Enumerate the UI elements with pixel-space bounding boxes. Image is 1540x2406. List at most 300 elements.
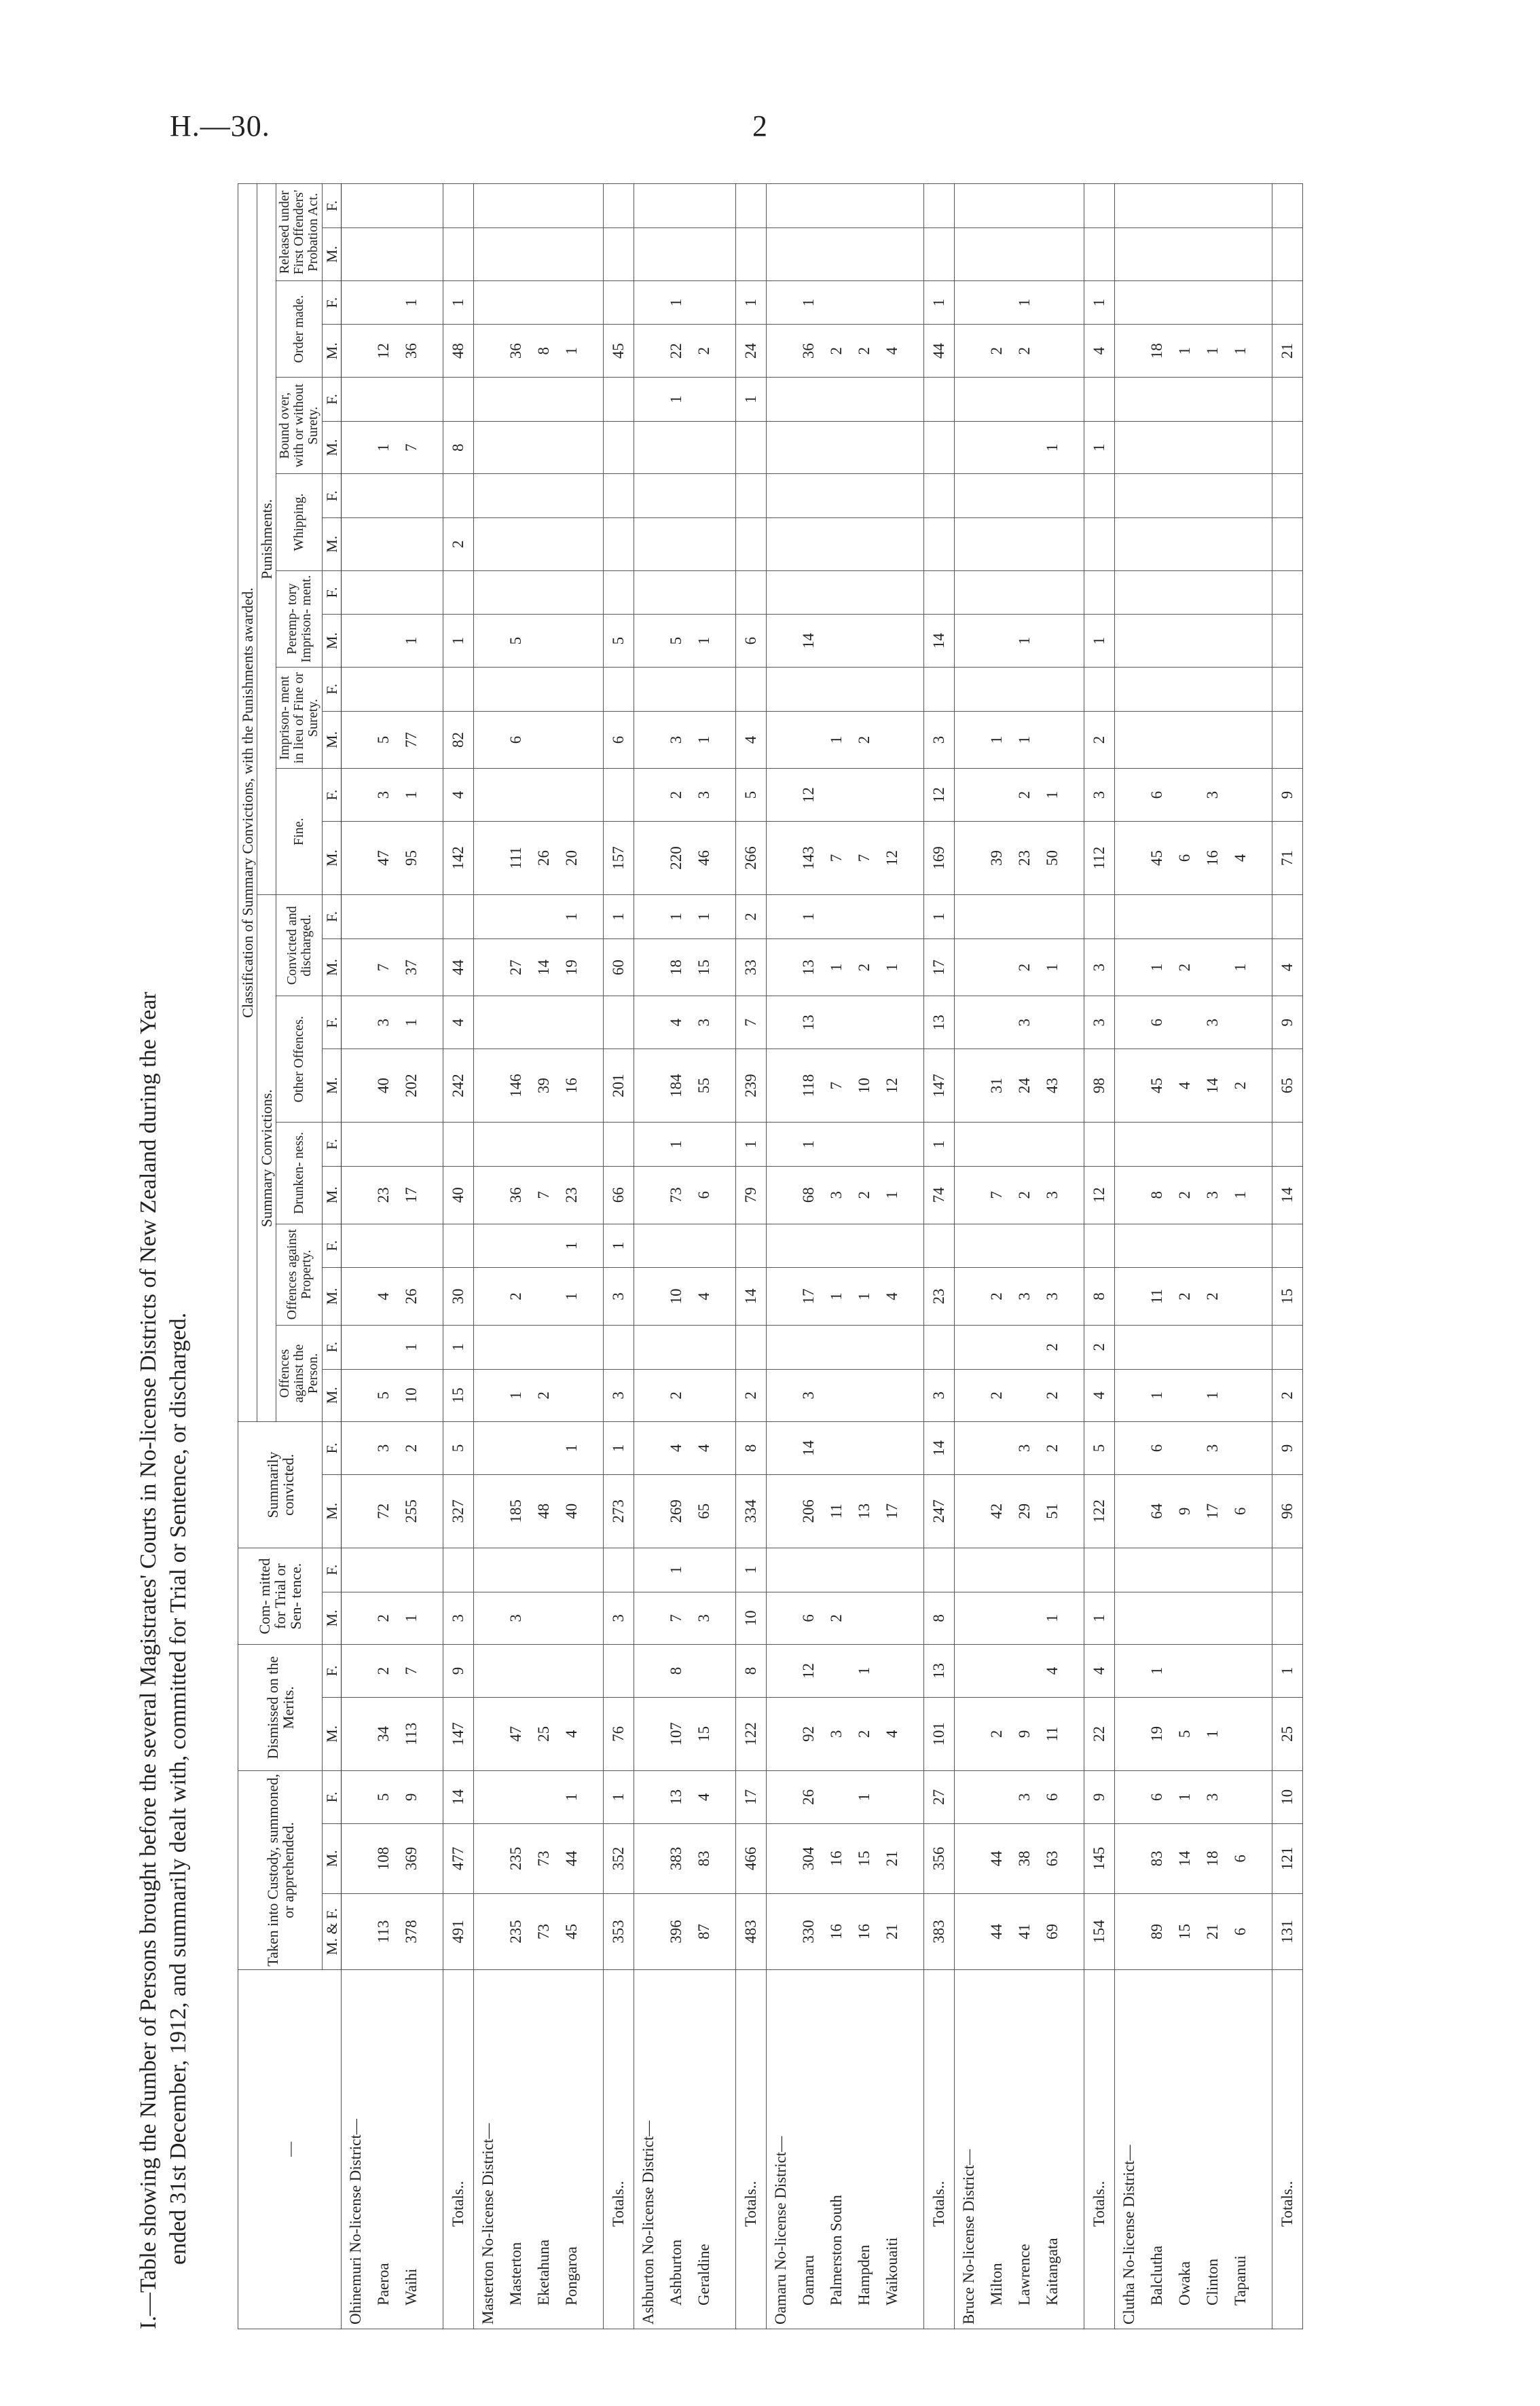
total-cell: 4 [1272,938,1303,996]
data-cell [822,615,850,668]
empty-cell [718,1894,736,1970]
data-cell [1171,615,1198,668]
empty-cell [1115,474,1143,518]
data-cell: 68 [794,1166,822,1224]
empty-cell [767,570,795,615]
total-cell [443,570,474,615]
total-cell [1272,1548,1303,1592]
total-cell [1272,1224,1303,1268]
empty-cell [718,615,736,668]
total-cell [604,184,634,228]
data-cell: 206 [794,1474,822,1548]
data-cell [690,474,718,518]
empty-cell [906,938,924,996]
empty-cell [1115,996,1143,1049]
district-row [634,184,663,2329]
empty-cell [1115,228,1143,281]
data-cell [1198,1592,1226,1645]
empty-cell [425,1823,443,1893]
data-cell [822,570,850,615]
total-cell: 266 [736,821,767,894]
empty-cell [906,280,924,325]
total-cell: 383 [924,1894,955,1970]
total-cell: 14 [736,1268,767,1326]
data-cell [557,570,585,615]
empty-cell [342,1369,370,1422]
data-cell [1143,1548,1171,1592]
total-cell: 98 [1084,1049,1115,1123]
data-cell: 31 [983,1049,1010,1123]
empty-cell [1115,570,1143,615]
data-cell: 2 [397,1422,425,1475]
data-cell [1198,474,1226,518]
data-cell: 2 [369,1592,397,1645]
total-cell: 8 [736,1645,767,1698]
empty-cell [1066,769,1084,822]
data-cell: 42 [983,1474,1010,1548]
empty-cell [634,1422,663,1475]
empty-cell [1254,1422,1272,1475]
empty-cell [585,667,604,711]
empty-cell [1254,325,1272,378]
data-cell [690,1224,718,1268]
empty-cell [474,228,502,281]
total-cell: 10 [1272,1771,1303,1824]
empty-cell [955,996,983,1049]
data-cell: 1 [1038,1592,1066,1645]
empty-cell [955,821,983,894]
empty-cell [474,1166,502,1224]
data-cell: 1 [1226,1166,1254,1224]
empty-cell [1254,1123,1272,1167]
data-cell [1171,1645,1198,1698]
data-cell: 113 [369,1894,397,1970]
empty-cell [955,184,983,228]
data-cell: 19 [1143,1697,1171,1770]
data-cell [557,615,585,668]
data-cell [690,1548,718,1592]
data-cell [557,1645,585,1698]
district-name: Ashburton No-license District— [634,1969,663,2329]
total-cell: 12 [1084,1166,1115,1224]
data-cell [502,1422,530,1475]
data-cell [850,1325,878,1369]
empty-cell [718,1771,736,1824]
data-cell: 2 [1038,1369,1066,1422]
total-cell [924,421,955,474]
data-cell: 184 [662,1049,690,1123]
data-cell: 6 [1226,1823,1254,1893]
total-cell: 247 [924,1474,955,1548]
data-cell [822,228,850,281]
empty-cell [1254,1823,1272,1893]
empty-cell [906,378,924,422]
data-cell: 18 [1198,1823,1226,1893]
data-cell: 1 [662,378,690,422]
data-cell: 5 [369,711,397,769]
data-cell: 73 [530,1823,557,1893]
total-cell: 8 [736,1422,767,1475]
empty-cell [1115,1325,1143,1369]
data-cell [530,1422,557,1475]
empty-cell [718,769,736,822]
data-cell: 18 [662,938,690,996]
data-cell: 7 [662,1592,690,1645]
data-cell [690,1645,718,1698]
total-cell: 356 [924,1823,955,1893]
data-cell: 1 [1171,1771,1198,1824]
empty-cell [585,1123,604,1167]
data-cell: 1 [557,325,585,378]
data-cell: 50 [1038,821,1066,894]
data-cell: 26 [530,821,557,894]
data-cell [794,184,822,228]
data-cell: 7 [822,1049,850,1123]
empty-cell [767,1268,795,1326]
data-cell: 1 [557,895,585,939]
header-female: F. [323,184,342,228]
empty-cell [718,1422,736,1475]
empty-cell [474,280,502,325]
empty-cell [425,938,443,996]
empty-cell [718,1823,736,1893]
empty-cell [906,821,924,894]
empty-cell [1115,1123,1143,1167]
data-cell: 3 [690,996,718,1049]
data-cell: 23 [369,1166,397,1224]
empty-cell [718,474,736,518]
data-cell: 2 [1010,325,1038,378]
data-cell [1010,421,1038,474]
data-cell [1038,996,1066,1049]
table-row [1198,184,1226,2329]
header-m-and-f: M. & F. [323,1894,342,1970]
total-cell [443,895,474,939]
data-cell [369,474,397,518]
empty-cell [1115,711,1143,769]
data-cell [1143,421,1171,474]
data-cell [1143,1224,1171,1268]
empty-cell [634,325,663,378]
empty-cell [474,938,502,996]
district-row [1115,184,1143,2329]
empty-cell [1115,821,1143,894]
data-cell [850,1369,878,1422]
data-cell [530,518,557,571]
data-cell: 9 [1171,1474,1198,1548]
data-cell [530,769,557,822]
data-cell [850,421,878,474]
data-cell [502,518,530,571]
data-cell: 25 [530,1697,557,1770]
data-cell [850,1123,878,1167]
data-cell: 46 [690,821,718,894]
empty-cell [718,711,736,769]
data-cell [530,895,557,939]
empty-cell [585,421,604,474]
locality-name: Eketahuna [530,1969,557,2329]
empty-cell [425,895,443,939]
data-cell [1226,421,1254,474]
empty-cell [955,1894,983,1970]
empty-cell [342,1049,370,1123]
empty-cell [767,280,795,325]
data-cell: 18 [1143,325,1171,378]
empty-cell [634,938,663,996]
data-cell [530,711,557,769]
empty-cell [767,474,795,518]
total-cell [1272,421,1303,474]
total-cell: 1 [604,1224,634,1268]
empty-cell [474,895,502,939]
empty-cell [1254,421,1272,474]
data-cell: 23 [557,1166,585,1224]
empty-cell [425,518,443,571]
empty-cell [425,570,443,615]
data-cell [369,518,397,571]
data-cell [822,895,850,939]
total-cell [604,378,634,422]
empty-cell [767,1325,795,1369]
data-cell [1038,228,1066,281]
empty-cell [906,325,924,378]
empty-cell [955,1592,983,1645]
data-cell [1038,378,1066,422]
empty-cell [342,1123,370,1167]
empty-cell [955,1369,983,1422]
totals-row [1272,184,1303,2329]
total-cell: 13 [924,996,955,1049]
data-cell [850,1224,878,1268]
data-cell [369,570,397,615]
spacer-row [585,184,604,2329]
total-cell: 1 [924,280,955,325]
total-cell: 96 [1272,1474,1303,1548]
data-cell [1010,378,1038,422]
table-row [502,184,530,2329]
data-cell [850,280,878,325]
empty-cell [585,1325,604,1369]
data-cell [557,228,585,281]
data-cell: 5 [1171,1697,1198,1770]
empty-cell [767,996,795,1049]
data-cell [530,615,557,668]
total-cell: 22 [1084,1697,1115,1770]
empty-cell [585,1823,604,1893]
data-cell: 255 [397,1474,425,1548]
empty-cell [474,1697,502,1770]
header-male: M. [323,1697,342,1770]
empty-cell [634,421,663,474]
empty-cell [1066,474,1084,518]
total-cell [1272,280,1303,325]
data-cell: 4 [690,1771,718,1824]
data-cell [1226,895,1254,939]
data-cell [1198,184,1226,228]
data-cell [1226,1771,1254,1824]
data-cell: 7 [850,821,878,894]
total-cell [1084,1224,1115,1268]
total-cell: 44 [443,938,474,996]
empty-cell [718,421,736,474]
total-cell: 14 [924,615,955,668]
page-code: H.—30. [170,109,270,143]
total-cell: 9 [1272,769,1303,822]
data-cell: 1 [1010,711,1038,769]
empty-cell [634,474,663,518]
data-cell [369,228,397,281]
empty-cell [767,228,795,281]
empty-cell [767,711,795,769]
data-cell: 1 [1226,938,1254,996]
empty-cell [342,1592,370,1645]
header-male: M. [323,1166,342,1224]
empty-cell [955,667,983,711]
total-cell [1084,1123,1115,1167]
empty-cell [474,615,502,668]
header-male: M. [323,1474,342,1548]
data-cell [1171,280,1198,325]
total-cell [1272,1325,1303,1369]
empty-cell [1066,821,1084,894]
data-cell [502,895,530,939]
total-cell: 6 [736,615,767,668]
data-cell: 13 [850,1474,878,1548]
district-row [342,184,370,2329]
data-cell: 3 [1198,1166,1226,1224]
empty-cell [1066,1369,1084,1422]
empty-cell [474,1049,502,1123]
data-cell [1038,570,1066,615]
empty-cell [906,615,924,668]
data-cell: 40 [557,1474,585,1548]
empty-cell [1115,1049,1143,1123]
header-female: F. [323,570,342,615]
data-cell [397,184,425,228]
data-cell [557,1369,585,1422]
data-cell [1143,184,1171,228]
empty-cell [425,1268,443,1326]
total-cell: 5 [736,769,767,822]
total-cell [1272,474,1303,518]
total-cell: 466 [736,1823,767,1893]
empty-cell [1254,1645,1272,1698]
data-cell: 4 [662,1422,690,1475]
data-cell [822,184,850,228]
data-cell [983,184,1010,228]
data-cell: 3 [1198,1422,1226,1475]
empty-cell [342,1474,370,1548]
data-cell: 20 [557,821,585,894]
data-cell: 2 [1010,1166,1038,1224]
empty-cell [767,1166,795,1224]
empty-cell [342,421,370,474]
empty-cell [1254,821,1272,894]
data-cell: 6 [1143,996,1171,1049]
total-cell [1272,570,1303,615]
data-cell [1010,570,1038,615]
empty-cell [634,821,663,894]
data-cell [1226,1325,1254,1369]
empty-cell [1115,667,1143,711]
total-cell: 327 [443,1474,474,1548]
data-cell [690,667,718,711]
data-cell [690,228,718,281]
data-cell: 3 [1010,996,1038,1049]
empty-cell [634,1548,663,1592]
data-cell: 3 [369,1422,397,1475]
district-row [955,184,983,2329]
data-cell [1171,184,1198,228]
data-cell [502,769,530,822]
empty-cell [634,615,663,668]
data-cell: 10 [850,1049,878,1123]
data-cell: 2 [690,325,718,378]
empty-cell [1066,938,1084,996]
data-cell: 12 [878,1049,906,1123]
data-cell: 1 [1010,280,1038,325]
data-cell [1198,1548,1226,1592]
empty-cell [1115,1474,1143,1548]
empty-cell [906,769,924,822]
total-cell: 201 [604,1049,634,1123]
empty-cell [425,1422,443,1475]
empty-cell [474,474,502,518]
data-cell [1226,769,1254,822]
data-cell [1143,1592,1171,1645]
data-cell [1198,228,1226,281]
empty-cell [906,1592,924,1645]
data-cell [878,1224,906,1268]
data-cell: 16 [1198,821,1226,894]
empty-cell [425,421,443,474]
data-cell: 2 [1171,1268,1198,1326]
locality-name: Oamaru [794,1969,822,2329]
data-cell [1143,1325,1171,1369]
empty-cell [342,1224,370,1268]
empty-cell [342,518,370,571]
empty-cell [342,1548,370,1592]
data-cell: 45 [1143,1049,1171,1123]
data-cell [983,769,1010,822]
total-cell: 44 [924,325,955,378]
data-cell [1198,1645,1226,1698]
data-cell: 2 [850,1697,878,1770]
data-cell [530,1548,557,1592]
total-cell: 121 [1272,1823,1303,1893]
total-cell [604,1123,634,1167]
empty-cell [1254,996,1272,1049]
data-cell [1038,711,1066,769]
empty-cell [718,1224,736,1268]
empty-cell [718,821,736,894]
header-classification: Classification of Summary Convictions, with the Punishments awarded. [238,184,257,1422]
header-female: F. [323,1771,342,1824]
data-cell [983,667,1010,711]
data-cell [690,518,718,571]
total-cell [1272,228,1303,281]
data-cell [397,895,425,939]
total-cell [443,474,474,518]
empty-cell [585,518,604,571]
total-cell: 1 [443,280,474,325]
total-cell: 4 [1084,325,1115,378]
total-cell: 14 [1272,1166,1303,1224]
data-cell: 1 [557,1771,585,1824]
table-row [1171,184,1198,2329]
data-cell [878,280,906,325]
data-cell [397,378,425,422]
